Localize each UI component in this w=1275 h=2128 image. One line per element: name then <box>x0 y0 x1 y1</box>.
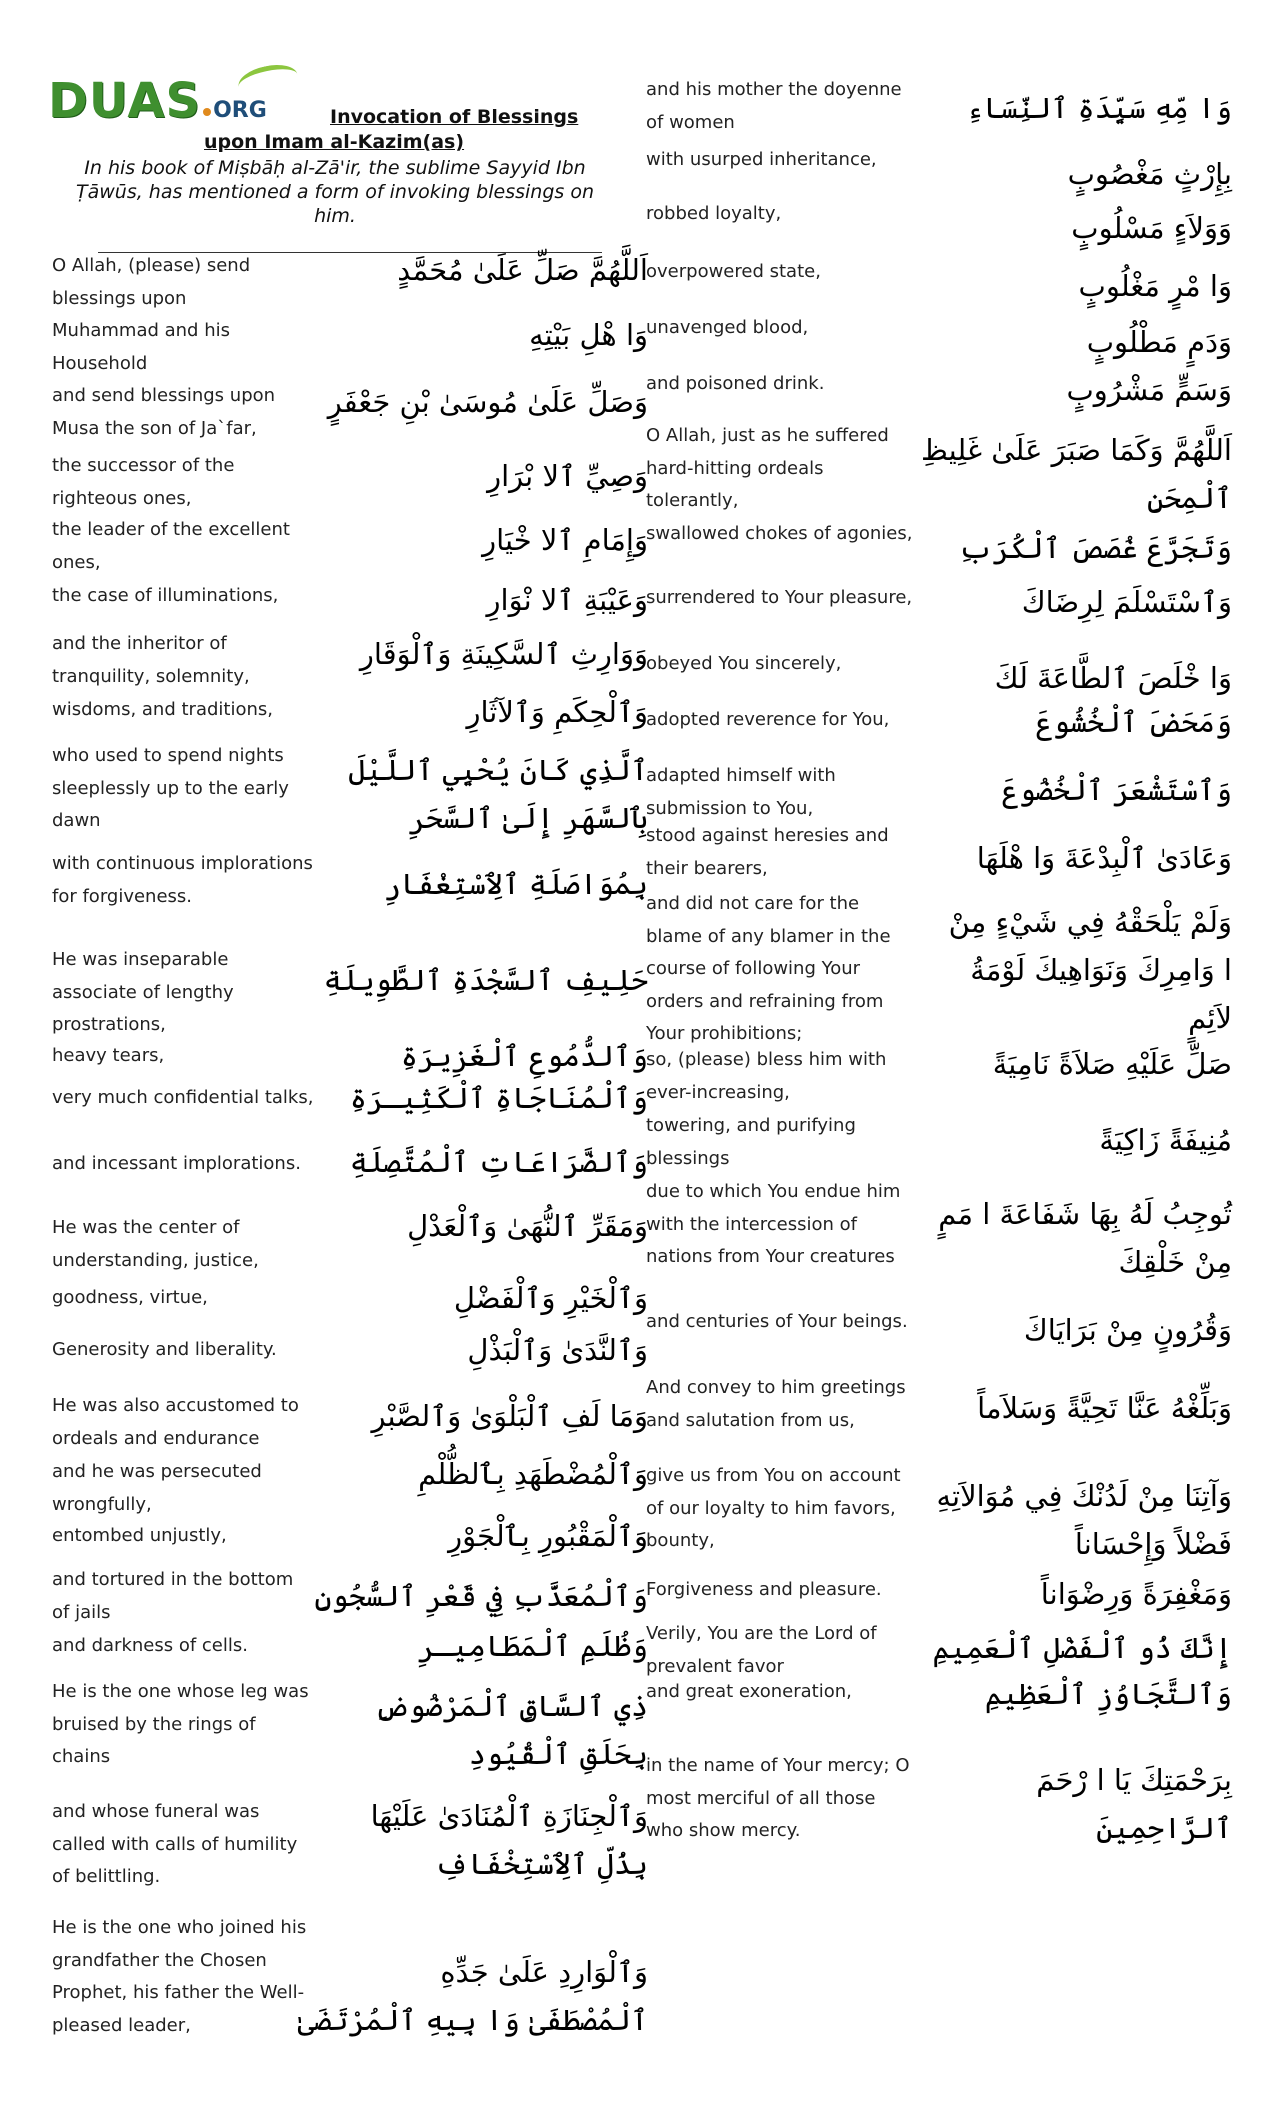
arabic-text: اَللَّهُمَّ وَكَمَا صَبَرَ عَلَىٰ غَلِيظِ <box>921 433 1232 467</box>
arabic-text: وَمَغْفِرَةً وَرِضْوَاناً <box>1040 1577 1232 1611</box>
english-translation: in the name of Your mercy; O most merciful of all those who show mercy. <box>646 1755 910 1842</box>
arabic-text: لاَئِمٍ <box>1188 1001 1232 1035</box>
english-translation: Generosity and liberality. <box>52 1339 277 1360</box>
english-translation: and his mother the doyenne of women <box>646 79 902 133</box>
arabic-text: بِرَحْمَتِكَ يَا ا رْحَمَ <box>1036 1763 1232 1797</box>
english-translation: and incessant implorations. <box>52 1153 301 1174</box>
english-translation: surrendered to Your pleasure, <box>646 587 913 608</box>
arabic-text: وَعَيْبَةِ ٱلا نْوَارِ <box>486 583 648 617</box>
english-translation: the successor of the righteous ones, <box>52 455 235 509</box>
arabic-text: وَتَجَرَّعَ غُصَصَ ٱلْكُرَبِ <box>958 531 1232 565</box>
arabic-text: إِنَّكَ ذُو ٱلْفَضْلِ ٱلْعَمِيمِ <box>932 1631 1232 1665</box>
arabic-text: اَللَّهُمَّ صَلِّ عَلَىٰ مُحَمَّدٍ <box>397 253 648 287</box>
english-translation: give us from You on account of our loyalty to him favors, bounty, <box>646 1465 901 1552</box>
arabic-text: وَا مِّهِ سَيِّدَةِ ٱلنِّسَاءِ <box>966 91 1232 125</box>
english-translation: so, (please) bless him with ever-increasing, <box>646 1049 887 1103</box>
arabic-text: وَٱسْتَسْلَمَ لِرِضَاكَ <box>1021 585 1232 619</box>
english-translation: He was the center of understanding, justice, <box>52 1217 259 1271</box>
arabic-text: وَوَارِثِ ٱلسَّكِينَةِ وَٱلْوَقَارِ <box>359 637 648 671</box>
english-translation: He is the one whose leg was bruised by the rings of chains <box>52 1681 309 1768</box>
english-translation: He is the one who joined his grandfather the Chosen Prophet, his father the Well-pleased leader, <box>52 1917 307 2036</box>
arabic-text: فَضْلاً وَإِحْسَاناً <box>1074 1527 1232 1561</box>
arabic-text: بِذُلِّ ٱلِٱسْتِخْفَافِ <box>434 1847 648 1881</box>
arabic-text: وَمَا لَفِ ٱلْبَلْوَىٰ وَٱلصَّبْرِ <box>371 1399 648 1433</box>
arabic-text: وَقُرُونٍ مِنْ بَرَايَاكَ <box>1023 1313 1232 1347</box>
arabic-text: ٱلْمِحَنِ <box>1147 481 1232 515</box>
english-translation: very much confidential talks, <box>52 1087 314 1108</box>
arabic-text: وَٱلْمَقْبُورِ بِٱلْجَوْرِ <box>448 1519 648 1553</box>
arabic-text: وَٱلْمُنَاجَاةِ ٱلْكَثِيـرَةِ <box>349 1081 648 1115</box>
english-translation: adopted reverence for You, <box>646 709 890 730</box>
english-translation: and whose funeral was called with calls of humility of belittling. <box>52 1801 298 1888</box>
arabic-text: وَٱلتَّجَاوُزِ ٱلْعَظِيمِ <box>984 1677 1232 1711</box>
logo-org-text: ORG <box>213 98 267 123</box>
english-translation: Muhammad and his Household <box>52 320 230 374</box>
arabic-text: وَصَلِّ عَلَىٰ مُوسَىٰ بْنِ جَعْفَرٍ <box>327 385 648 419</box>
arabic-text: بِٱلسَّهَرِ إِلَىٰ ٱلسَّحَرِ <box>408 801 648 835</box>
page-title-line-1: Invocation of Blessings <box>330 106 579 128</box>
arabic-text: وَٱلْمُضْطَهَدِ بِٱلظُّلْمِ <box>418 1457 648 1491</box>
logo-dot <box>203 108 211 116</box>
arabic-text: حَلِيفِ ٱلسَّجْدَةِ ٱلطَّوِيلَةِ <box>323 963 648 997</box>
page-title-line-2: upon Imam al-Kazim(as) <box>204 131 465 153</box>
arabic-text: وَمَحَضَ ٱلْخُشُوعَ <box>1035 705 1232 739</box>
intro-text: In his book of Miṣbāḥ al-Zā'ir, the sublime Sayyid Ibn Ṭāwūs, has mentioned a form of invoking blessings on him. <box>76 157 594 227</box>
english-translation: He was also accustomed to ordeals and endurance <box>52 1395 299 1449</box>
arabic-text: وَمَقَرِّ ٱلنُّهَىٰ وَٱلْعَدْلِ <box>407 1209 648 1243</box>
logo-text: DUAS <box>48 73 202 129</box>
arabic-text: وَا مْرٍ مَغْلُوبٍ <box>1078 269 1232 303</box>
arabic-text: وَا خْلَصَ ٱلطَّاعَةَ لَكَ <box>994 661 1232 695</box>
english-translation: And convey to him greetings and salutation from us, <box>646 1377 906 1431</box>
english-translation: due to which You endue him with the intercession of nations from Your creatures <box>646 1181 901 1268</box>
arabic-text: بِحَلَقِ ٱلْقُيُودِ <box>468 1737 648 1771</box>
arabic-text: وَدَمٍ مَطْلُوبٍ <box>1086 325 1232 359</box>
arabic-text: مِنْ خَلْقِكَ <box>1118 1245 1232 1279</box>
arabic-text: مُنِيفَةً زَاكِيَةً <box>1099 1123 1232 1157</box>
english-translation: stood against heresies and their bearers, <box>646 825 889 879</box>
english-translation: and the inheritor of tranquility, solemnity, <box>52 633 250 687</box>
english-translation: and send blessings upon Musa the son of Ja`far, <box>52 385 276 439</box>
arabic-text: ذِي ٱلسَّاقِ ٱلْمَرْضُوضِ <box>374 1689 648 1723</box>
arabic-text: وَٱلْجِنَازَةِ ٱلْمُنَادَىٰ عَلَيْهَا <box>370 1799 648 1833</box>
arabic-text: بِمُوَاصَلَةِ ٱلِٱسْتِغْفَارِ <box>383 867 648 901</box>
english-translation: He was inseparable associate of lengthy prostrations, <box>52 949 234 1036</box>
arabic-text: وَظُلَمِ ٱلْمَطَامِيـرِ <box>417 1629 648 1663</box>
arabic-text: بِإِرْثٍ مَغْصُوبٍ <box>1067 157 1232 191</box>
english-translation: entombed unjustly, <box>52 1525 227 1546</box>
arabic-text: وَٱلنَّدَىٰ وَٱلْبَذْلِ <box>467 1333 648 1367</box>
arabic-text: وَعَادَىٰ ٱلْبِدْعَةَ وَا هْلَهَا <box>976 841 1232 875</box>
arabic-text: ٱلرَّاحِمِينَ <box>1096 1811 1232 1845</box>
english-translation: and tortured in the bottom of jails <box>52 1569 294 1623</box>
english-translation: unavenged blood, <box>646 317 809 338</box>
english-translation: Verily, You are the Lord of prevalent favor <box>646 1623 877 1677</box>
arabic-text: وَٱلْخَيْرِ وَٱلْفَضْلِ <box>453 1281 648 1315</box>
arabic-text: وَٱلدُّمُوعِ ٱلْغَزِيرَةِ <box>400 1039 648 1073</box>
english-translation: goodness, virtue, <box>52 1287 208 1308</box>
arabic-text: تُوجِبُ لَهُ بِهَا شَفَاعَةَ ا مَمٍ <box>938 1197 1232 1231</box>
english-translation: the leader of the excellent ones, <box>52 519 290 573</box>
english-translation: who used to spend nights sleeplessly up to the early dawn <box>52 745 289 832</box>
arabic-text: وَصِيِّ ٱلا بْرَارِ <box>487 459 648 493</box>
english-translation: obeyed You sincerely, <box>646 653 842 674</box>
english-translation: O Allah, (please) send blessings upon <box>52 255 251 309</box>
english-translation: adapted himself with submission to You, <box>646 765 836 819</box>
duas-org-logo <box>48 74 267 128</box>
english-translation: with usurped inheritance, <box>646 149 877 170</box>
english-translation: swallowed chokes of agonies, <box>646 523 913 544</box>
arabic-text: وَوَلاَءٍ مَسْلُوبٍ <box>1071 211 1232 245</box>
english-translation: robbed loyalty, <box>646 203 782 224</box>
arabic-text: وَٱلْوَارِدِ عَلَىٰ جَدِّهِ <box>440 1955 648 1989</box>
arabic-text: وَٱلْحِكَمِ وَٱلآثَارِ <box>466 695 648 729</box>
english-translation: and great exoneration, <box>646 1681 852 1702</box>
english-translation: towering, and purifying blessings <box>646 1115 856 1169</box>
english-translation: and he was persecuted wrongfully, <box>52 1461 262 1515</box>
english-translation: overpowered state, <box>646 261 821 282</box>
arabic-text: وَٱلْمُعَذَّبِ فِي قَعْرِ ٱلسُّجُونِ <box>314 1579 648 1613</box>
english-translation: wisdoms, and traditions, <box>52 699 273 720</box>
arabic-text: وَبَلِّغْهُ عَنَّا تَحِيَّةً وَسَلاَماً <box>977 1391 1232 1425</box>
english-translation: Forgiveness and pleasure. <box>646 1579 882 1600</box>
english-translation: O Allah, just as he suffered hard-hitting ordeals tolerantly, <box>646 425 889 512</box>
arabic-text: وَٱسْتَشْعَرَ ٱلْخُضُوعَ <box>1001 773 1232 807</box>
english-translation: and poisoned drink. <box>646 373 825 394</box>
arabic-text: ٱلْمُصْطَفَىٰ وَا بِيهِ ٱلْمُرْتَضَىٰ <box>297 2003 648 2037</box>
logo-swoosh <box>236 60 301 101</box>
arabic-text: وَلَمْ يَلْحَقْهُ فِي شَيْءٍ مِنْ <box>948 905 1232 939</box>
english-translation: and centuries of Your beings. <box>646 1311 908 1332</box>
english-translation: and darkness of cells. <box>52 1635 248 1656</box>
english-translation: with continuous implorations for forgiveness. <box>52 853 313 907</box>
arabic-text: ا وَامِرِكَ وَنَوَاهِيكَ لَوْمَةُ <box>970 953 1232 987</box>
arabic-text: وَإِمَامِ ٱلا خْيَارِ <box>482 523 648 557</box>
english-translation: heavy tears, <box>52 1045 165 1066</box>
arabic-text: وَآتِنَا مِنْ لَدُنْكَ فِي مُوَالاَتِهِ <box>936 1479 1232 1513</box>
arabic-text: وَسَمٍّ مَشْرُوبٍ <box>1066 373 1232 407</box>
arabic-text: ٱلَّذِي كَانَ يُحْيِي ٱللَّيْلَ <box>348 753 648 787</box>
arabic-text: وَا هْلِ بَيْتِهِ <box>529 318 648 352</box>
arabic-text: وَٱلضَّرَاعَاتِ ٱلْمُتَّصِلَةِ <box>349 1145 648 1179</box>
arabic-text: صَلِّ عَلَيْهِ صَلاَةً نَامِيَةً <box>992 1047 1232 1081</box>
english-translation: the case of illuminations, <box>52 585 279 606</box>
english-translation: and did not care for the blame of any blamer in the course of following Your orders and refraining from Your prohibitions; <box>646 893 891 1045</box>
